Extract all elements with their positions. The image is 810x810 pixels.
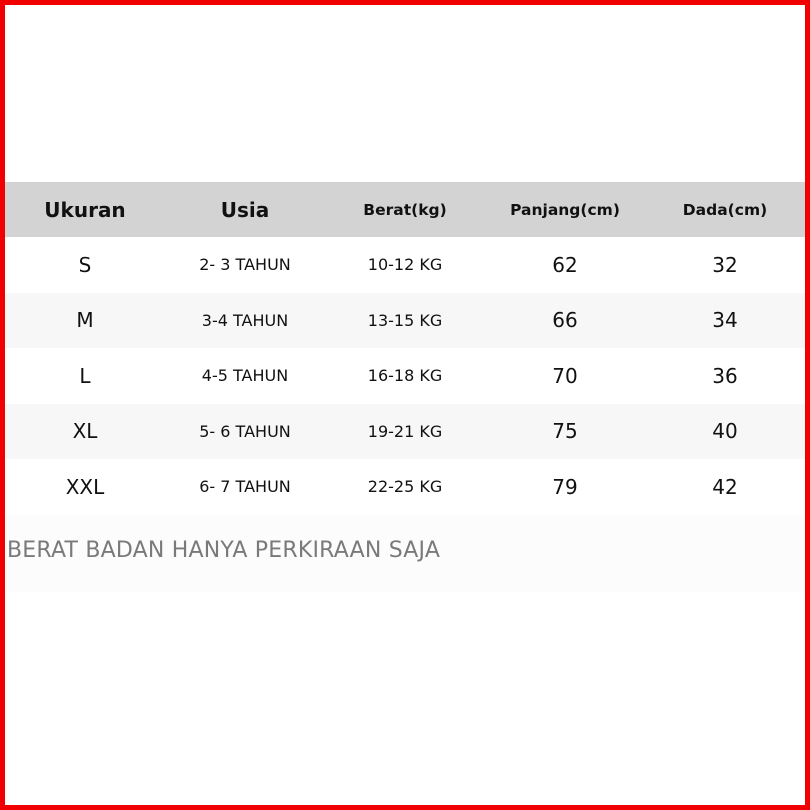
size-cell: S — [78, 252, 92, 277]
weight-cell: 13-15 KG — [367, 310, 443, 330]
chest-cell: 34 — [712, 308, 738, 333]
age-cell: 5- 6 TAHUN — [199, 421, 291, 441]
size-cell: L — [79, 363, 91, 388]
weight-cell: 16-18 KG — [367, 366, 443, 386]
chest-cell: 42 — [712, 474, 738, 499]
age-cell: 3-4 TAHUN — [201, 310, 289, 330]
length-cell: 79 — [552, 474, 578, 499]
header-panjang: Panjang(cm) — [510, 200, 620, 219]
length-cell: 62 — [552, 252, 578, 277]
table-row — [5, 293, 805, 349]
header-ukuran: Ukuran — [44, 197, 126, 222]
length-cell: 75 — [552, 419, 578, 444]
chest-cell: 40 — [712, 419, 738, 444]
chest-cell: 32 — [712, 252, 738, 277]
age-cell: 6- 7 TAHUN — [199, 477, 291, 497]
length-cell: 70 — [552, 363, 578, 388]
table-row — [5, 237, 805, 293]
age-cell: 4-5 TAHUN — [201, 366, 289, 386]
header-dada: Dada(cm) — [682, 200, 768, 219]
header-berat: Berat(kg) — [363, 200, 447, 219]
weight-cell: 19-21 KG — [367, 421, 443, 441]
header-usia: Usia — [220, 197, 270, 222]
weight-cell: 22-25 KG — [367, 477, 443, 497]
weight-cell: 10-12 KG — [367, 255, 443, 275]
size-cell: M — [76, 308, 94, 333]
size-cell: XL — [72, 419, 98, 444]
size-chart-table — [5, 182, 805, 515]
table-row — [5, 459, 805, 515]
age-cell: 2- 3 TAHUN — [199, 255, 291, 275]
chest-cell: 36 — [712, 363, 738, 388]
table-row — [5, 404, 805, 460]
size-cell: XXL — [65, 474, 105, 499]
weight-disclaimer-note: BERAT BADAN HANYA PERKIRAAN SAJA — [7, 538, 441, 563]
length-cell: 66 — [552, 308, 578, 333]
table-header-row — [5, 182, 805, 237]
table-row — [5, 348, 805, 404]
